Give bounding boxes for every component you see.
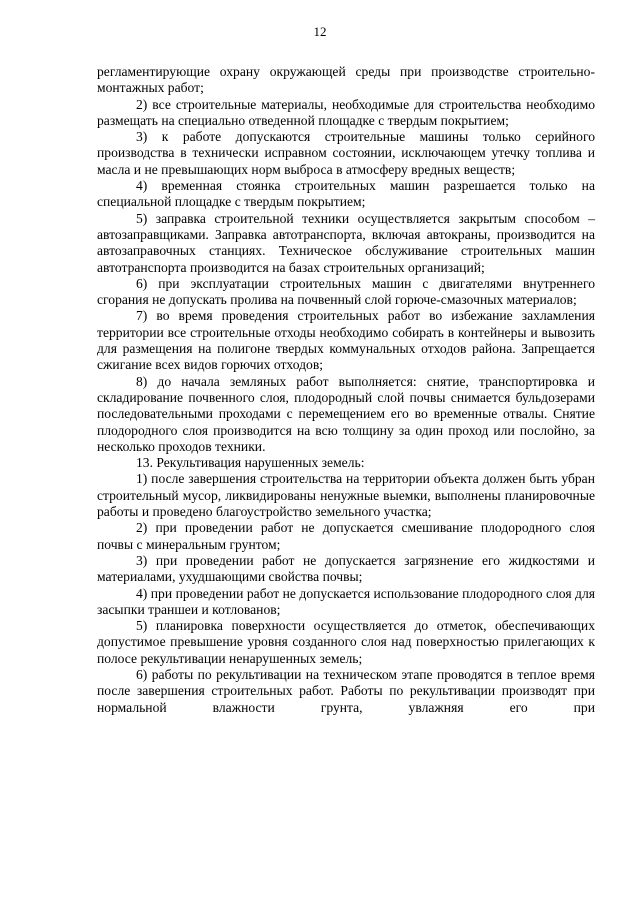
page-number: 12	[313, 24, 327, 39]
paragraph-reclamation-5: 5) планировка поверхности осуществляется до отметок, обеспечивающих допустимое превышение уровня созданного слоя над поверхностью прилегающих к полосе рекультивации ненарушенных земель;	[97, 618, 595, 666]
paragraph-reclamation-6: 6) работы по рекультивации на техническом этапе проводятся в теплое время после завершения строительных работ. Работы по рекультивации производят при нормальной влажности грунта, увлажняя его при	[97, 666, 595, 715]
paragraph-reclamation-1: 1) после завершения строительства на территории объекта должен быть убран строительный мусор, ликвидированы ненужные выемки, выполнены планировочные работы и проведено благоустройство земельного участка;	[97, 471, 595, 520]
paragraph-continuation: регламентирующие охрану окружающей среды при производстве строительно-монтажных работ;	[97, 64, 595, 96]
paragraph-item-3: 3) к работе допускаются строительные машины только серийного производства в технически исправном состоянии, исключающем утечку топлива и масла и не превышающих норм выброса в атмосферу вредных веществ;	[97, 129, 595, 177]
paragraph-item-2: 2) все строительные материалы, необходимые для строительства необходимо размещать на специально отведенной площадке с твердым покрытием;	[97, 96, 595, 128]
paragraph-reclamation-3: 3) при проведении работ не допускается загрязнение его жидкостями и материалами, ухудшающими свойства почвы;	[97, 552, 595, 585]
paragraph-item-4: 4) временная стоянка строительных машин разрешается только на специальной площадке с твердым покрытием;	[97, 178, 595, 210]
paragraph-item-7: 7) во время проведения строительных работ во избежание захламления территории все строительные отходы необходимо собирать в контейнеры и вывозить для размещения на полигоне твердых коммунальных отходов района. Запрещается сжигание всех видов горючих отходов;	[97, 308, 595, 373]
section-heading-13: 13. Рекультивация нарушенных земель:	[136, 455, 365, 471]
paragraph-item-5: 5) заправка строительной техники осуществляется закрытым способом – автозаправщиками. Заправка автотранспорта, включая автокраны, производится на автозаправочных станциях. Техническое обслуживание строительных машин автотранспорта производится на базах строительных организаций;	[97, 210, 595, 275]
paragraph-item-8: 8) до начала земляных работ выполняется: снятие, транспортировка и складирование почвенного слоя, плодородный слой почвы снимается бульдозерами последовательными проходами с перемещением его во временные отвалы. Снятие плодородного слоя производится на всю толщину за один проход или послойно, за несколько проходов техники.	[97, 373, 595, 454]
paragraph-reclamation-2: 2) при проведении работ не допускается смешивание плодородного слоя почвы с минеральным грунтом;	[97, 520, 595, 552]
paragraph-reclamation-4: 4) при проведении работ не допускается использование плодородного слоя для засыпки траншеи и котлованов;	[97, 585, 595, 617]
paragraph-item-6: 6) при эксплуатации строительных машин с двигателями внутреннего сгорания не допускать пролива на почвенный слой горюче-смазочных материалов;	[97, 275, 595, 308]
document-body	[97, 64, 595, 716]
